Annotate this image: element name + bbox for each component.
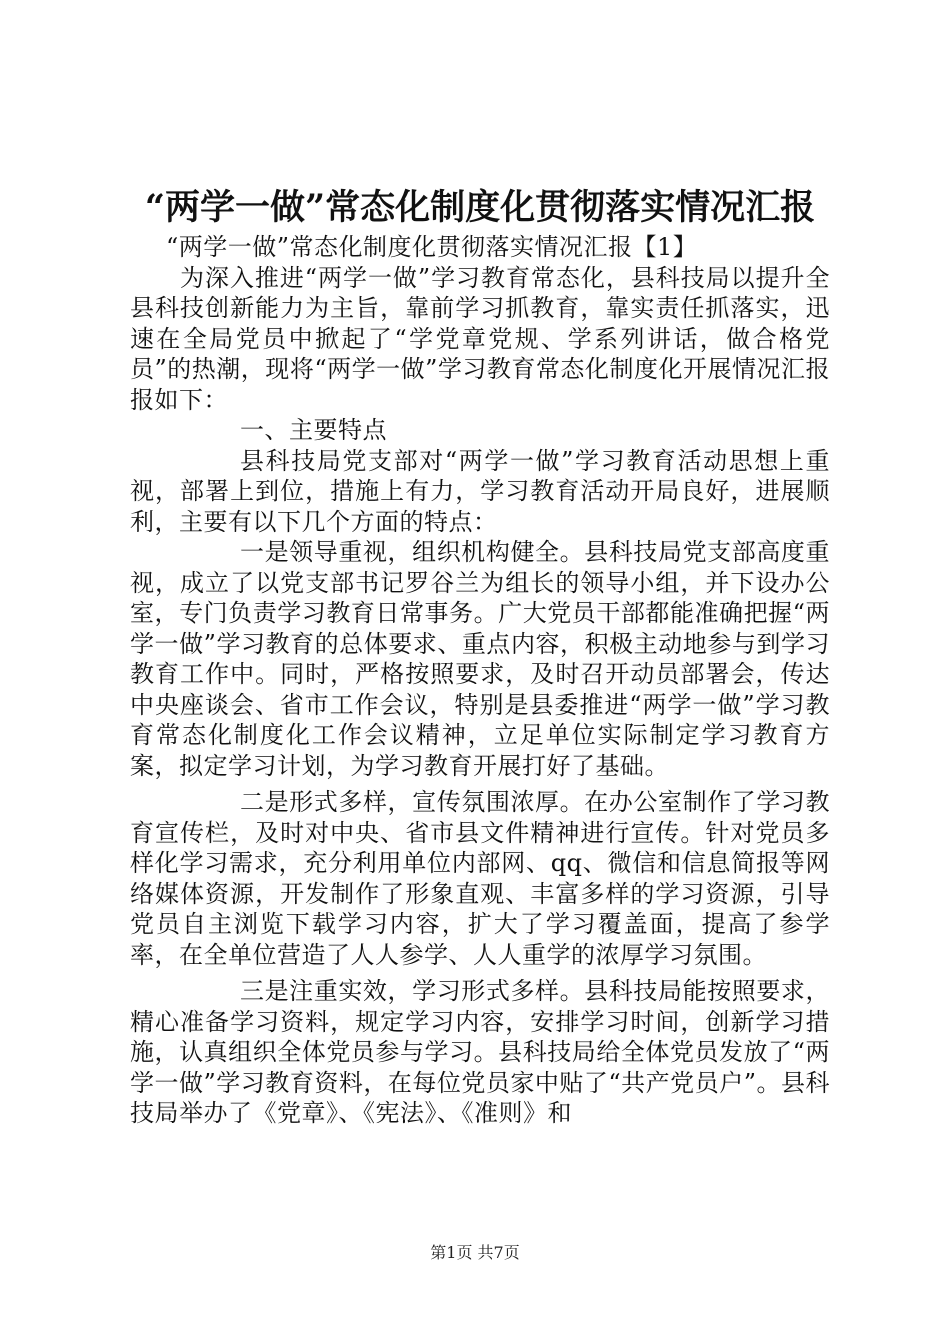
page-number-footer: 第1页 共7页 bbox=[430, 1243, 520, 1262]
document-body bbox=[130, 232, 830, 1129]
document-title: “两学一做”常态化制度化贯彻落实情况汇报 bbox=[144, 187, 816, 228]
body-paragraph: 二是形式多样，宣传氛围浓厚。在办公室制作了学习教育宣传栏，及时对中央、省市县文件精神进行宣传。针对党员多样化学习需求，充分利用单位内部网、qq、微信和信息简报等网络媒体资源，开发制作了形象直观、丰富多样的学习资源，引导党员自主浏览下载学习内容，扩大了学习覆盖面，提高了参学率，在全单位营造了人人参学、人人重学的浓厚学习氛围。 bbox=[130, 788, 830, 969]
section-heading: 一、主要特点 bbox=[240, 416, 387, 444]
body-paragraph: 三是注重实效，学习形式多样。县科技局能按照要求，精心准备学习资料，规定学习内容，安排学习时间，创新学习措施，认真组织全体党员参与学习。县科技局给全体党员发放了“两学一做”学习教育资料，在每位党员家中贴了“共产党员户”。县科技局举办了《党章》、《宪法》、《准则》和 bbox=[130, 977, 830, 1127]
body-paragraph: 一是领导重视，组织机构健全。县科技局党支部高度重视，成立了以党支部书记罗谷兰为组长的领导小组，并下设办公室，专门负责学习教育日常事务。广大党员干部都能准确把握“两学一做”学习教育的总体要求、重点内容，积极主动地参与到学习教育工作中。同时，严格按照要求，及时召开动员部署会，传达中央座谈会、省市工作会议，特别是县委推进“两学一做”学习教育常态化制度化工作会议精神，立足单位实际制定学习教育方案，拟定学习计划，为学习教育开展打好了基础。 bbox=[130, 538, 830, 780]
document-subtitle: “两学一做”常态化制度化贯彻落实情况汇报【1】 bbox=[166, 233, 698, 261]
body-paragraph: 县科技局党支部对“两学一做”学习教育活动思想上重视，部署上到位，措施上有力，学习教育活动开局良好，进展顺利，主要有以下几个方面的特点： bbox=[130, 446, 830, 536]
intro-paragraph: 为深入推进“两学一做”学习教育常态化，县科技局以提升全县科技创新能力为主旨，靠前学习抓教育，靠实责任抓落实，迅速在全局党员中掀起了“学党章党规、学系列讲话，做合格党员”的热潮，现将“两学一做”学习教育常态化制度化开展情况汇报报如下： bbox=[130, 263, 830, 414]
